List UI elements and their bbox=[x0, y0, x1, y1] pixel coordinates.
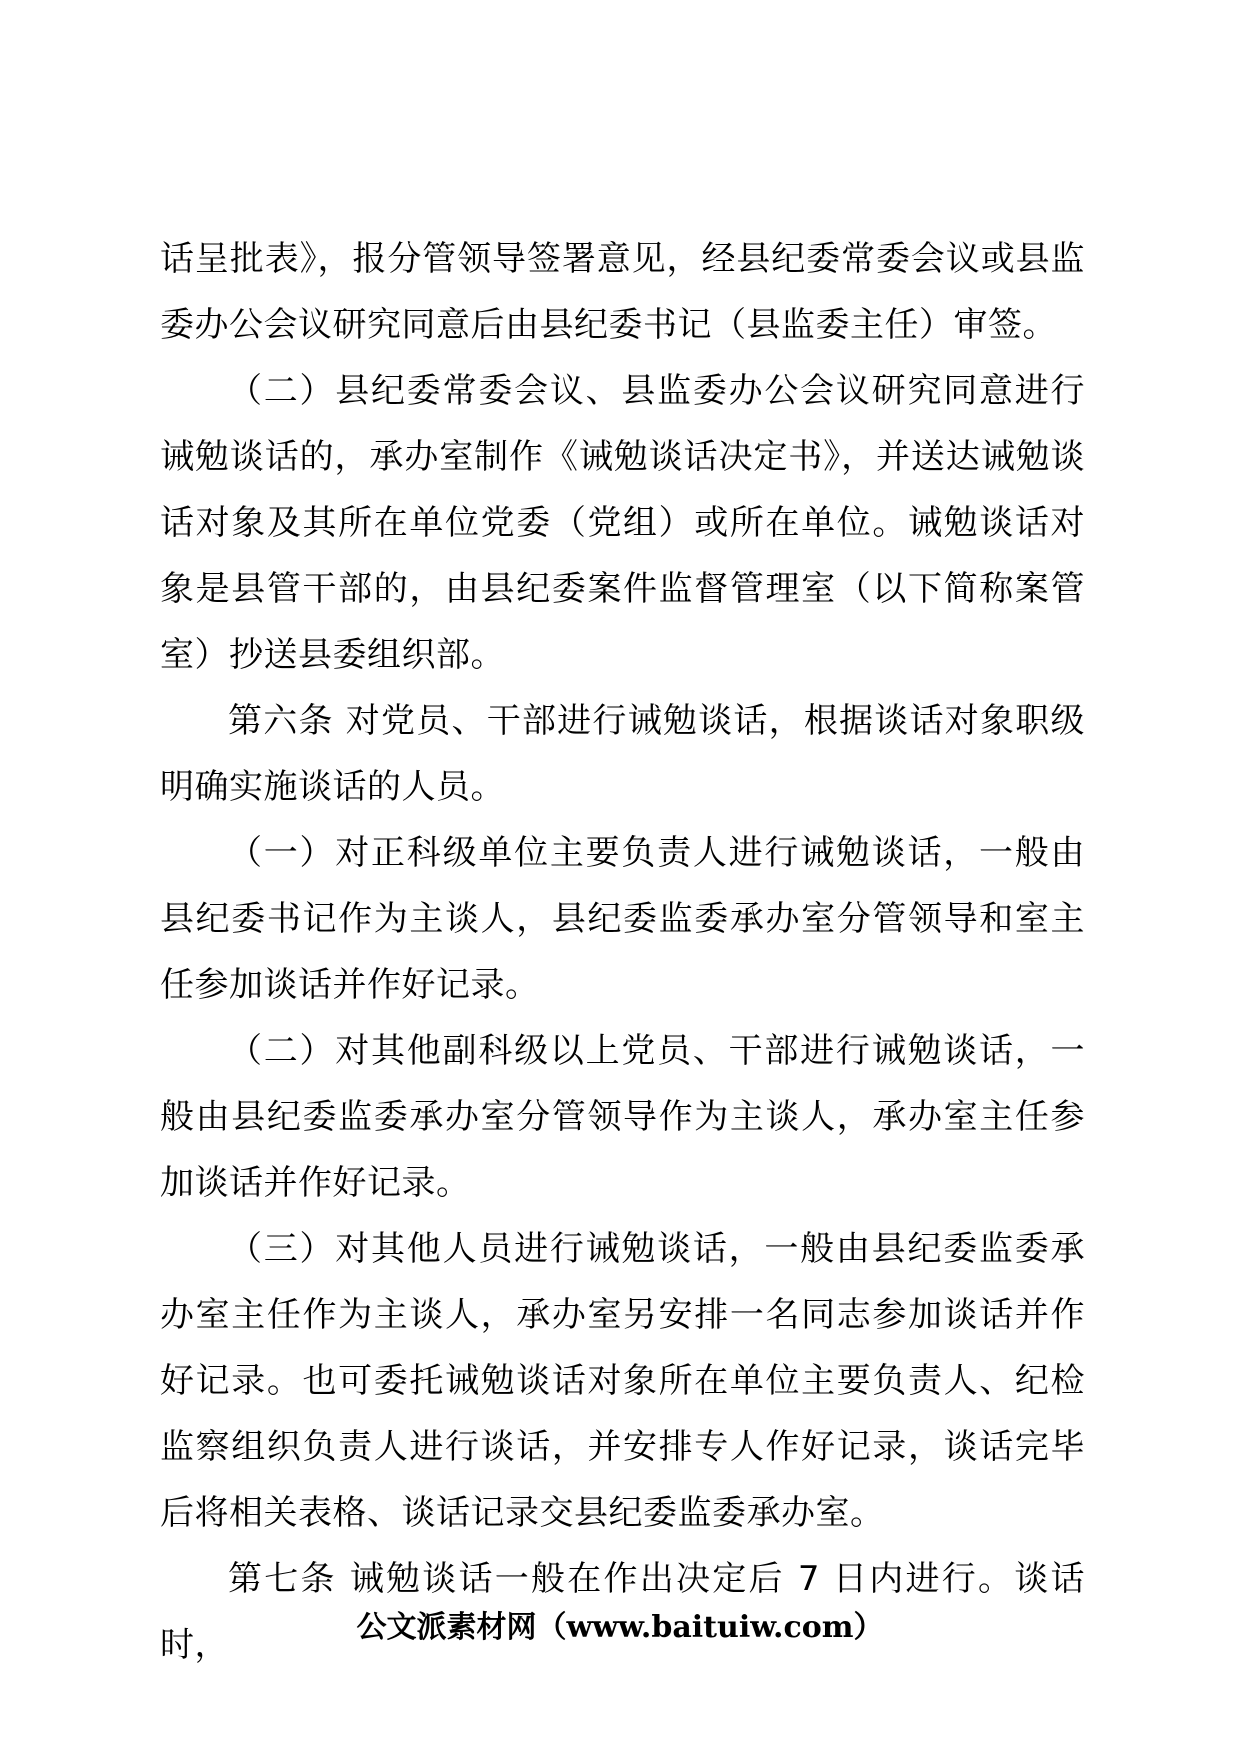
paragraph: （三）对其他人员进行诫勉谈话，一般由县纪委监委承办室主任作为主谈人，承办室另安排一名同志参加谈话并作好记录。也可委托诫勉谈话对象所在单位主要负责人、纪检监察组织负责人进行谈话，并安排专人作好记录，谈话完毕后将相关表格、谈话记录交县纪委监委承办室。 bbox=[160, 1229, 1085, 1533]
paragraph: （一）对正科级单位主要负责人进行诫勉谈话，一般由县纪委书记作为主谈人，县纪委监委承办室分管领导和室主任参加谈话并作好记录。 bbox=[160, 833, 1085, 1005]
article-paragraph: 第六条 对党员、干部进行诫勉谈话，根据谈话对象职级明确实施谈话的人员。 bbox=[160, 701, 1085, 807]
document-body bbox=[160, 226, 1085, 1678]
paragraph: （二）对其他副科级以上党员、干部进行诫勉谈话，一般由县纪委监委承办室分管领导作为主谈人，承办室主任参加谈话并作好记录。 bbox=[160, 1031, 1085, 1203]
paragraph: 话呈批表》，报分管领导签署意见，经县纪委常委会议或县监委办公会议研究同意后由县纪委书记（县监委主任）审签。 bbox=[160, 239, 1085, 345]
paragraph: （二）县纪委常委会议、县监委办公会议研究同意进行诫勉谈话的，承办室制作《诫勉谈话决定书》，并送达诫勉谈话对象及其所在单位党委（党组）或所在单位。诫勉谈话对象是县管干部的，由县纪委案件监督管理室（以下简称案管室）抄送县委组织部。 bbox=[160, 371, 1085, 675]
article-paragraph: 第七条 诫勉谈话一般在作出决定后 7 日内进行。谈话时， bbox=[160, 1559, 1085, 1665]
footer-watermark: 公文派素材网（www.baituiw.com） bbox=[356, 1610, 884, 1645]
